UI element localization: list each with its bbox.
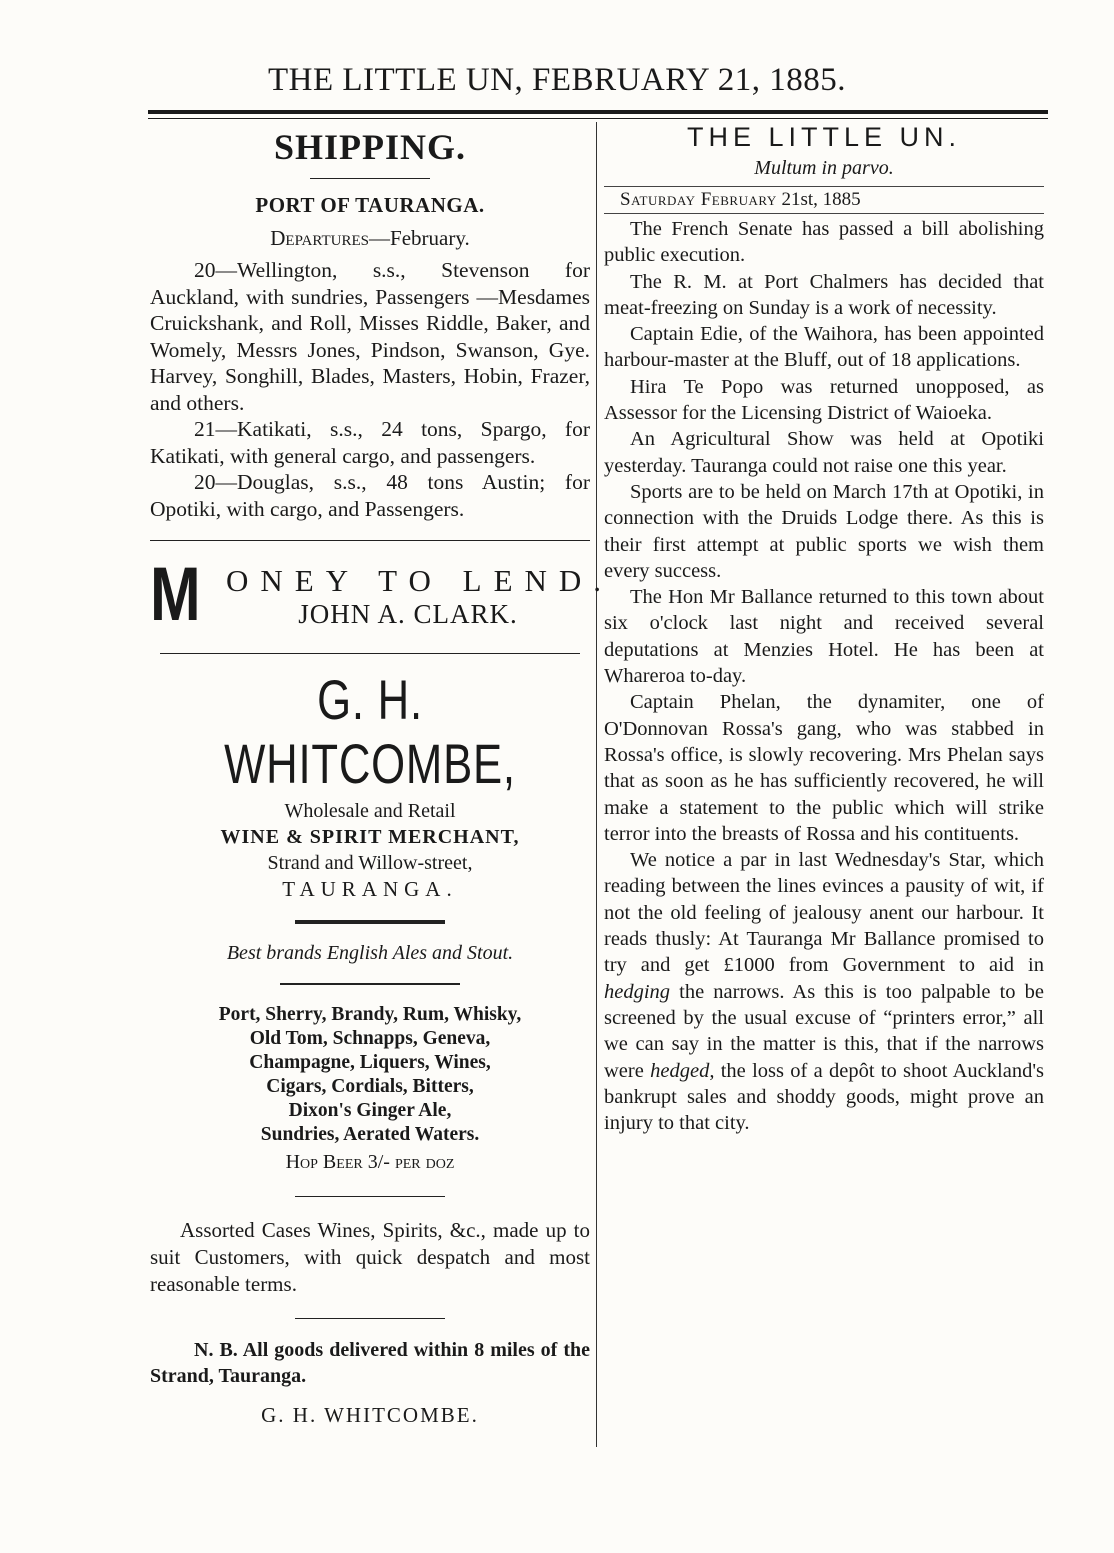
dateline bbox=[604, 186, 1044, 214]
star-text: the narrows. As this is too palpable to be screened by the usual excuse of “printers error,” all we can say in the matter is this, that if the narrows were bbox=[604, 980, 1044, 1082]
news-item: The R. M. at Port Chalmers has decided that meat-freezing on Sunday is a work of necessity. bbox=[604, 270, 1044, 319]
goods-line: Sundries, Aerated Waters. bbox=[260, 1124, 480, 1145]
merchant-town: TAURANGA. bbox=[282, 877, 458, 901]
news-item: The Hon Mr Ballance returned to this town about six o'clock last night and received several deputations at Menzies Hotel. He has been at Whareroa to-day. bbox=[604, 586, 1044, 688]
delivery-note: N. B. All goods delivered within 8 miles of the Strand, Tauranga. bbox=[150, 1339, 590, 1387]
goods-line: Dixon's Ginger Ale, bbox=[288, 1100, 452, 1121]
merchant-name: G. H. WHITCOMBE, bbox=[224, 668, 516, 795]
dateline-day: Saturday February bbox=[620, 189, 777, 210]
goods-list bbox=[150, 1003, 590, 1147]
money-to-lend-ad bbox=[150, 552, 614, 643]
shipping-entry: 21—Katikati, s.s., 24 tons, Spargo, for Katikati, with general cargo, and passengers. bbox=[150, 417, 590, 468]
left-column bbox=[150, 120, 614, 1428]
departures-month: —February. bbox=[369, 226, 470, 250]
goods-line: Port, Sherry, Brandy, Rum, Whisky, bbox=[218, 1004, 522, 1025]
column-divider bbox=[596, 122, 597, 1447]
news-item-star bbox=[604, 847, 1044, 1136]
news-item: Sports are to be held on March 17th at Opotiki, in connection with the Druids Lodge there. As this is their first attempt at public sports we wish them every success. bbox=[604, 480, 1044, 582]
departures-label: Departures bbox=[270, 226, 370, 250]
paper-motto: Multum in parvo. bbox=[754, 157, 894, 179]
star-text: the loss of a depôt to shoot Auckland's bankrupt sales and shoddy goods, might prove an injury to that city. bbox=[604, 1059, 1044, 1135]
shipping-rule bbox=[310, 178, 430, 179]
shipping-heading: SHIPPING. bbox=[273, 127, 467, 167]
news-paragraphs bbox=[604, 216, 1044, 1136]
goods-line: Cigars, Cordials, Bitters, bbox=[266, 1076, 474, 1097]
money-headline: ONEY TO LEND. bbox=[226, 563, 614, 598]
dateline-date: 21st, 1885 bbox=[776, 189, 861, 210]
masthead-rule bbox=[148, 110, 1048, 114]
paper-title: THE LITTLE UN. bbox=[686, 122, 962, 152]
right-column bbox=[604, 120, 1044, 1136]
news-item: Captain Edie, of the Waihora, has been appointed harbour-master at the Bluff, out of 18 applications. bbox=[604, 323, 1044, 372]
assorted-cases: Assorted Cases Wines, Spirits, &c., made up to suit Customers, with quick despatch and most reasonable terms. bbox=[150, 1218, 590, 1296]
news-item: An Agricultural Show was held at Opotiki yesterday. Tauranga could not raise one this year. bbox=[604, 428, 1044, 477]
merchant-trade: WINE & SPIRIT MERCHANT, bbox=[220, 826, 520, 848]
shipping-entry: 20—Douglas, s.s., 48 tons Austin; for Opotiki, with cargo, and Passengers. bbox=[150, 470, 590, 521]
goods-line: Champagne, Liquers, Wines, bbox=[249, 1052, 491, 1073]
merchant-address: Strand and Willow-street, bbox=[267, 852, 473, 874]
masthead-rule-thin bbox=[148, 118, 1048, 119]
hop-beer-unit: per doz bbox=[394, 1151, 455, 1173]
section-rule bbox=[160, 653, 580, 654]
news-item: Captain Phelan, the dynamiter, one of O'Donnovan Rossa's gang, who was stabbed in Rossa's office, is slowly recovering. Mrs Phelan says that as soon as he has sufficiently recovered, he will make a statement to the public which will strike terror into the breasts of Rossa and his contituents. bbox=[604, 691, 1044, 845]
best-brands: Best brands English Ales and Stout. bbox=[226, 942, 514, 964]
shipping-entry: 20—Wellington, s.s., Stevenson for Auckland, with sundries, Passengers —Mesdames Cruickshank, and Roll, Misses Riddle, Baker, and Womely, Messrs Jones, Pindson, Swanson, Gye. Harvey, Songhill, Blades, Masters, Hobin, Frazer, and others. bbox=[150, 258, 590, 415]
news-item: Hira Te Popo was returned unopposed, as Assessor for the Licensing District of Waioeka. bbox=[604, 375, 1044, 425]
port-heading: PORT OF TAURANGA. bbox=[255, 193, 485, 217]
ad-rule bbox=[295, 920, 445, 924]
section-rule bbox=[150, 540, 590, 541]
drop-cap: M bbox=[150, 552, 201, 637]
wholesale-line: Wholesale and Retail bbox=[284, 800, 456, 822]
lender-name: JOHN A. CLARK. bbox=[298, 599, 518, 629]
masthead: THE LITTLE UN, FEBRUARY 21, 1885. bbox=[267, 62, 847, 98]
star-emphasis: hedged, bbox=[650, 1059, 715, 1082]
ad-rule bbox=[295, 1318, 445, 1319]
star-emphasis: hedging bbox=[604, 980, 671, 1003]
ad-rule bbox=[280, 983, 460, 985]
shipping-entries bbox=[150, 257, 590, 522]
star-text: We notice a par in last Wednesday's Star, which reading between the lines evinces a pausity of wit, if not the old feeling of jealousy anent our harbour. It reads thusly: At Tauranga Mr Ballance promised to try and get £1000 from Government to aid in bbox=[604, 849, 1044, 977]
hop-beer-price bbox=[150, 1151, 590, 1174]
departures-heading bbox=[150, 226, 590, 251]
news-item: The French Senate has passed a bill abolishing public execution. bbox=[604, 218, 1044, 267]
goods-line: Old Tom, Schnapps, Geneva, bbox=[249, 1028, 491, 1049]
ad-rule bbox=[295, 1196, 445, 1197]
hop-beer-label: Hop Beer 3/- bbox=[285, 1151, 395, 1173]
ad-signature: G. H. WHITCOMBE. bbox=[261, 1403, 479, 1427]
